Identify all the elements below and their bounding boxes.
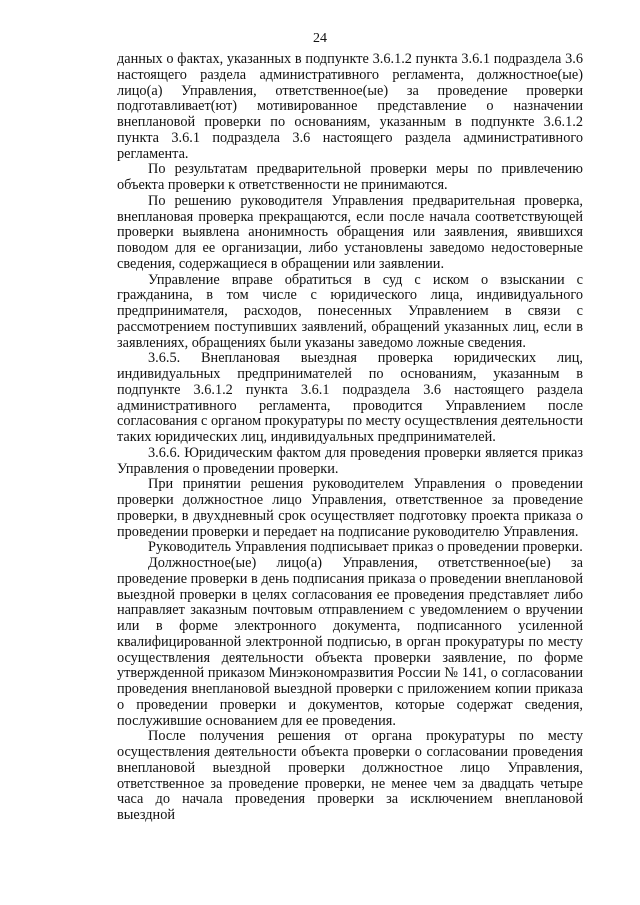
paragraph: По результатам предварительной проверки меры по привлечению объекта проверки к ответственности не принимаются. <box>117 161 583 193</box>
paragraph: Управление вправе обратиться в суд с иском о взыскании с гражданина, в том числе с юридического лица, индивидуального предпринимателя, расходов, понесенных Управлением в связи с рассмотрением поступивших заявлений, обращений указанных лиц, если в заявлениях, обращениях были указаны заведомо ложные сведения. <box>117 271 583 351</box>
paragraph: При принятии решения руководителем Управления о проведении проверки должностное лицо Управления, ответственное за проведение проверки, в двухдневный срок осуществляет подготовку проекта приказа о проведении проверки и передает на подписание руководителю Управления. <box>117 476 583 540</box>
page-number: 24 <box>313 31 327 46</box>
paragraph: По решению руководителя Управления предварительная проверка, внеплановая проверка прекращаются, если после начала соответствующей проверки выявлена анонимность обращения или заявления, явившихся поводом для ее организации, либо установлены заведомо недостоверные сведения, содержащиеся в обращении или заявлении. <box>117 192 583 272</box>
paragraph: Руководитель Управления подписывает приказ о проведении проверки. <box>148 539 583 556</box>
paragraph-continuation: данных о фактах, указанных в подпункте 3.6.1.2 пункта 3.6.1 подраздела 3.6 настоящего раздела административного регламента, должностное(ые) лицо(а) Управления, ответственное(ые) за проведение проверки подготавливает(ют) мотивированное представление о назначении внеплановой проверки по основаниям, указанным в подпункте 3.6.1.2 пункта 3.6.1 подраздела 3.6 настоящего раздела административного регламента. <box>117 51 583 162</box>
paragraph-section-3-6-5: 3.6.5. Внеплановая выездная проверка юридических лиц, индивидуальных предпринимателей по основаниям, указанным в подпункте 3.6.1.2 пункта 3.6.1 подраздела 3.6 настоящего раздела административного регламента, проводится Управлением после согласования с органом прокуратуры по месту осуществления деятельности таких юридических лиц, индивидуальных предпринимателей. <box>117 350 583 445</box>
paragraph-section-3-6-6: 3.6.6. Юридическим фактом для проведения проверки является приказ Управления о проведении проверки. <box>117 444 583 477</box>
document-body <box>117 52 583 824</box>
paragraph: После получения решения от органа прокуратуры по месту осуществления деятельности объекта проверки о согласовании проведения внеплановой выездной проверки должностное лицо Управления, ответственное за проведение проверки, не менее чем за двадцать четыре часа до начала проведения проверки за исключением внеплановой выездной <box>117 728 583 823</box>
paragraph: Должностное(ые) лицо(а) Управления, ответственное(ые) за проведение проверки в день подписания приказа о проведении внеплановой выездной проверки в целях согласования ее проведения представляет либо направляет заказным почтовым отправлением с уведомлением о вручении или в форме электронного документа, подписанного усиленной квалифицированной электронной подписью, в орган прокуратуры по месту осуществления деятельности объекта проверки заявление, по форме утвержденной приказом Минэкономразвития России № 141, о согласовании проведения внеплановой выездной проверки с приложением копии приказа о проведении проверки и документов, которые содержат сведения, послужившие основанием для ее проведения. <box>117 555 583 729</box>
